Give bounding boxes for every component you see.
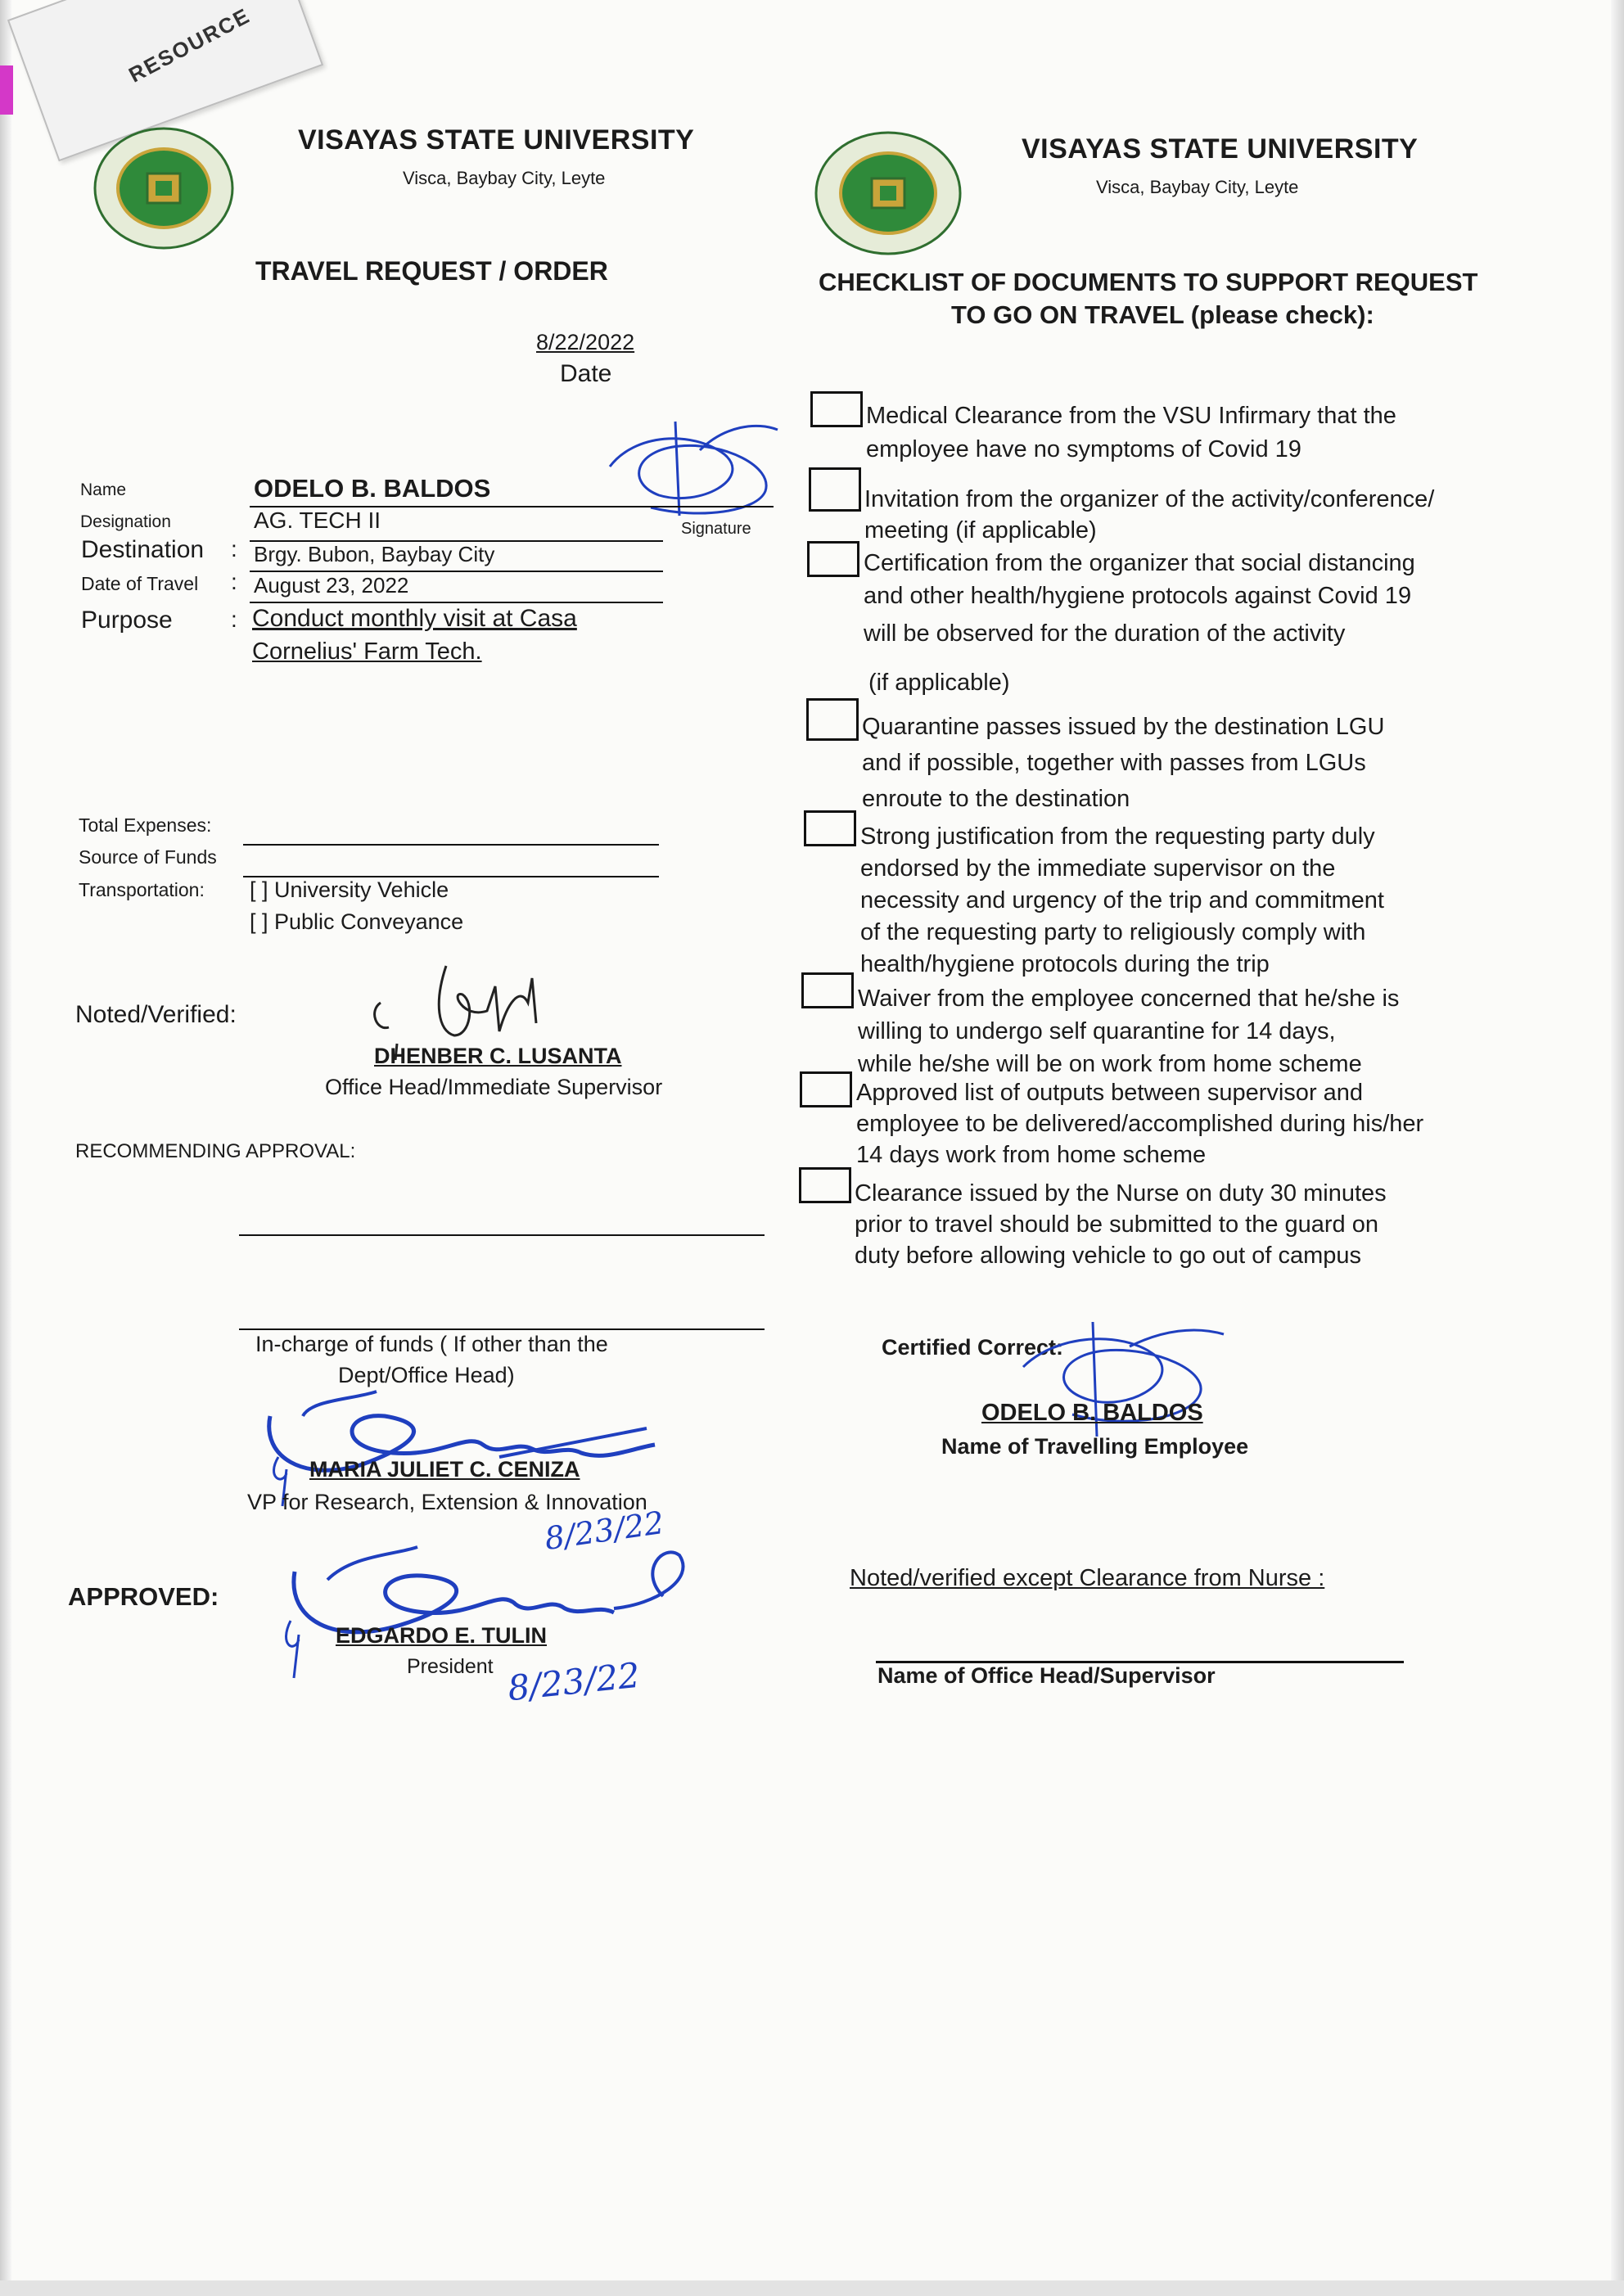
destination-line bbox=[250, 571, 663, 572]
certified-title: Name of Travelling Employee bbox=[941, 1434, 1249, 1459]
date-of-travel-label: Date of Travel bbox=[81, 573, 199, 594]
purpose-value-line1: Conduct monthly visit at Casa bbox=[252, 605, 577, 632]
checklist-title-line2: TO GO ON TRAVEL (please check): bbox=[951, 300, 1374, 329]
magenta-tab bbox=[0, 65, 13, 115]
checkbox-quarantine-passes[interactable] bbox=[806, 698, 859, 741]
noted-name: DHENBER C. LUSANTA bbox=[374, 1044, 622, 1068]
checklist-item-1: Medical Clearance from the VSU Infirmary that the employee have no symptoms of Covid 19 bbox=[866, 403, 1396, 462]
checkbox-invitation[interactable] bbox=[809, 467, 861, 512]
checkbox-certification[interactable] bbox=[807, 541, 859, 577]
checklist-item-7: Approved list of outputs between supervisor and employee to be delivered/accomplished during his/her 14 days work from home scheme bbox=[856, 1080, 1424, 1168]
checklist-item-2: Invitation from the organizer of the activity/conference/ meeting (if applicable) bbox=[864, 486, 1435, 544]
checklist-title-line1: CHECKLIST OF DOCUMENTS TO SUPPORT REQUEST bbox=[819, 268, 1478, 296]
transportation-label: Transportation: bbox=[79, 879, 205, 900]
date-of-travel-line bbox=[250, 602, 663, 603]
form-date-label: Date bbox=[560, 360, 612, 387]
purpose-value-line2: Cornelius' Farm Tech. bbox=[252, 638, 482, 665]
date-of-travel-value: August 23, 2022 bbox=[254, 573, 409, 598]
right-university-address: Visca, Baybay City, Leyte bbox=[1096, 177, 1299, 197]
president-title: President bbox=[407, 1655, 494, 1678]
checklist-item-5: Strong justification from the requesting party duly endorsed by the immediate supervisor on the necessity and urgency of the trip and commitment of the requesting party to religiously comply with health/hygiene protocols during the trip bbox=[860, 823, 1384, 977]
certified-name: ODELO B. BALDOS bbox=[981, 1400, 1203, 1426]
scan-bottom-edge bbox=[0, 2280, 1624, 2296]
certified-correct-label: Certified Correct: bbox=[882, 1335, 1064, 1360]
president-name: EDGARDO E. TULIN bbox=[336, 1623, 548, 1648]
checkbox-waiver[interactable] bbox=[801, 972, 854, 1008]
form-date-value: 8/22/2022 bbox=[536, 330, 635, 354]
form-title: TRAVEL REQUEST / ORDER bbox=[255, 256, 608, 286]
resource-stamp: RESOURCE bbox=[124, 2, 255, 88]
total-expenses-label: Total Expenses: bbox=[79, 814, 212, 836]
purpose-label: Purpose bbox=[81, 607, 173, 634]
scan-right-edge bbox=[1611, 0, 1624, 2296]
right-university-name: VISAYAS STATE UNIVERSITY bbox=[1022, 133, 1419, 165]
left-university-name: VISAYAS STATE UNIVERSITY bbox=[298, 124, 695, 156]
vp-title: VP for Research, Extension & Innovation bbox=[247, 1490, 647, 1514]
noted-except-nurse: Noted/verified except Clearance from Nurse : bbox=[850, 1565, 1325, 1591]
checkbox-strong-justification[interactable] bbox=[804, 810, 856, 846]
source-of-funds-label: Source of Funds bbox=[79, 846, 217, 868]
designation-value: AG. TECH II bbox=[254, 507, 381, 533]
checklist-item-8: Clearance issued by the Nurse on duty 30 minutes prior to travel should be submitted to the guard on duty before allowing vehicle to go out of campus bbox=[855, 1180, 1387, 1269]
scan-left-edge bbox=[0, 0, 11, 2296]
signature-label: Signature bbox=[681, 520, 751, 538]
office-head-label: Name of Office Head/Supervisor bbox=[877, 1663, 1216, 1688]
vp-date-handwritten: 8/23/22 bbox=[542, 1504, 666, 1557]
incharge-funds-line1: In-charge of funds ( If other than the bbox=[255, 1332, 608, 1356]
checklist-item-4: Quarantine passes issued by the destination LGU and if possible, together with passes from LGUs enroute to the destination bbox=[862, 714, 1385, 812]
vp-name: MARIA JULIET C. CENIZA bbox=[309, 1457, 580, 1482]
checkbox-nurse-clearance[interactable] bbox=[799, 1167, 851, 1203]
recommending-line-2 bbox=[239, 1328, 765, 1330]
left-seal bbox=[93, 127, 234, 250]
recommending-approval-label: RECOMMENDING APPROVAL: bbox=[75, 1140, 356, 1162]
checkbox-medical-clearance[interactable] bbox=[810, 391, 863, 427]
transport-option-public-conveyance[interactable]: [ ] Public Conveyance bbox=[250, 909, 464, 934]
left-university-address: Visca, Baybay City, Leyte bbox=[403, 168, 606, 188]
destination-value: Brgy. Bubon, Baybay City bbox=[254, 542, 495, 566]
date-of-travel-colon: : bbox=[231, 569, 237, 594]
destination-label: Destination bbox=[81, 536, 205, 563]
checklist-item-6: Waiver from the employee concerned that he/she is willing to undergo self quarantine for 14 days, while he/she will be on work from home scheme bbox=[858, 986, 1400, 1077]
right-seal bbox=[814, 131, 962, 255]
noted-verified-label: Noted/Verified: bbox=[75, 1001, 237, 1028]
incharge-funds-line2: Dept/Office Head) bbox=[338, 1363, 515, 1387]
noted-title: Office Head/Immediate Supervisor bbox=[325, 1075, 663, 1099]
name-label: Name bbox=[80, 480, 127, 499]
president-date-handwritten: 8/23/22 bbox=[505, 1654, 643, 1709]
designation-label: Designation bbox=[80, 512, 171, 531]
transport-option-university-vehicle[interactable]: [ ] University Vehicle bbox=[250, 877, 449, 902]
checkbox-approved-outputs[interactable] bbox=[800, 1071, 852, 1107]
checklist-item-3: Certification from the organizer that social distancing and other health/hygiene protocols against Covid 19 will be observed for the duration of the activity (if applicable) bbox=[864, 550, 1415, 696]
total-expenses-line bbox=[243, 844, 659, 846]
purpose-colon: : bbox=[231, 607, 237, 632]
employee-signature-top bbox=[602, 417, 782, 532]
recommending-line-1 bbox=[239, 1234, 765, 1236]
destination-colon: : bbox=[231, 536, 237, 562]
name-value: ODELO B. BALDOS bbox=[254, 474, 491, 503]
approved-label: APPROVED: bbox=[68, 1582, 219, 1611]
president-initial bbox=[274, 1617, 323, 1682]
